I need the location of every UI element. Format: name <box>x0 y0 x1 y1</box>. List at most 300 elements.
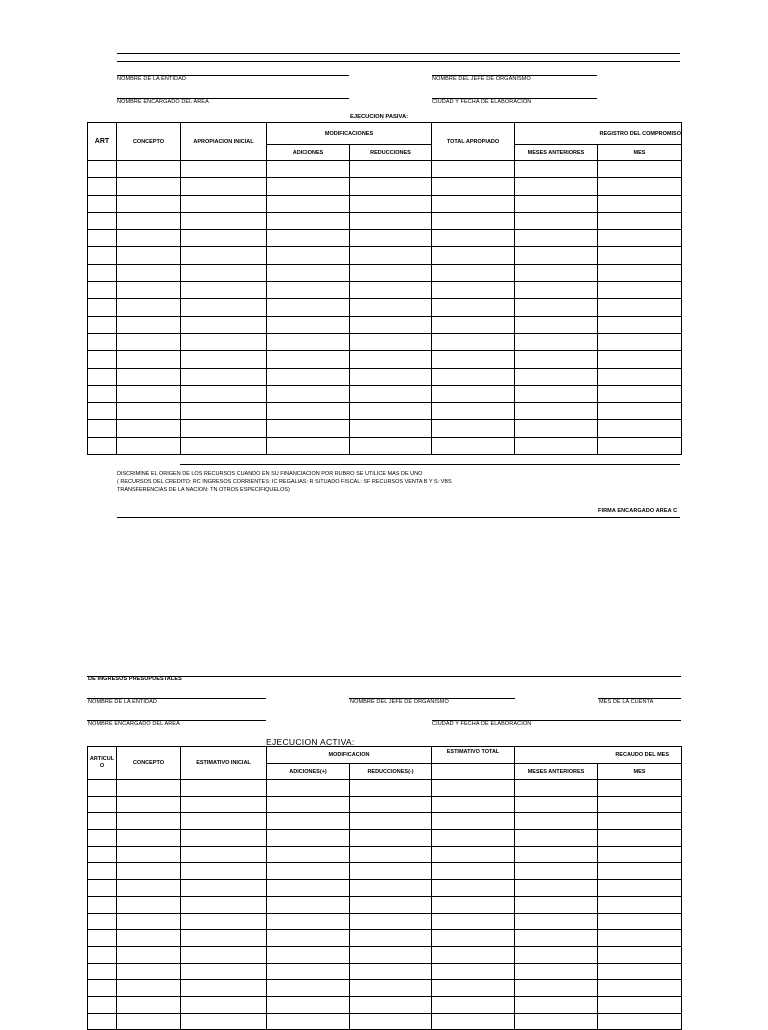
table-cell <box>88 333 117 350</box>
header-concepto-2: CONCEPTO <box>117 747 181 780</box>
table-cell <box>350 333 432 350</box>
table-cell <box>432 368 515 385</box>
table-cell <box>88 230 117 247</box>
table-cell <box>350 863 432 880</box>
table-cell <box>117 863 181 880</box>
header-modificacion: MODIFICACION <box>267 747 432 764</box>
table-cell <box>181 780 267 797</box>
table-cell <box>181 913 267 930</box>
table-cell <box>515 195 598 212</box>
table-cell <box>88 896 117 913</box>
table-cell <box>432 830 515 847</box>
table-cell <box>117 813 181 830</box>
table-cell <box>117 437 181 454</box>
table-cell <box>267 161 350 178</box>
table-cell <box>267 299 350 316</box>
table-cell <box>117 212 181 229</box>
table-cell <box>181 896 267 913</box>
table-cell <box>350 896 432 913</box>
table-cell <box>88 880 117 897</box>
table-cell <box>432 195 515 212</box>
table-cell <box>117 980 181 997</box>
table-cell <box>117 195 181 212</box>
table-cell <box>267 247 350 264</box>
table-cell <box>181 420 267 437</box>
table-cell <box>181 996 267 1013</box>
table-cell <box>350 1013 432 1030</box>
table-row <box>88 403 682 420</box>
table-row <box>88 247 682 264</box>
header-articulo: ARTICUL O <box>88 747 117 780</box>
table-cell <box>88 282 117 299</box>
activa-table <box>87 746 682 1030</box>
table-cell <box>267 863 350 880</box>
header-reducciones-2: REDUCCIONES(-) <box>350 764 432 780</box>
table-row <box>88 437 682 454</box>
table-cell <box>515 368 598 385</box>
table-cell <box>117 796 181 813</box>
table-cell <box>515 403 598 420</box>
table-cell <box>88 813 117 830</box>
table-cell <box>598 161 682 178</box>
table-row <box>88 161 682 178</box>
header-registro: REGISTRO DEL COMPROMISO <box>515 123 682 145</box>
table-cell <box>515 282 598 299</box>
table-cell <box>267 996 350 1013</box>
table-cell <box>598 333 682 350</box>
table-cell <box>117 230 181 247</box>
table-row <box>88 316 682 333</box>
table-cell <box>181 247 267 264</box>
table-row <box>88 195 682 212</box>
table-row <box>88 796 682 813</box>
table-cell <box>598 299 682 316</box>
table-cell <box>432 385 515 402</box>
table-cell <box>88 385 117 402</box>
table-cell <box>117 385 181 402</box>
table-cell <box>350 247 432 264</box>
table-cell <box>267 282 350 299</box>
table-cell <box>181 980 267 997</box>
table-cell <box>598 930 682 947</box>
table-cell <box>88 195 117 212</box>
table-cell <box>350 264 432 281</box>
table-cell <box>88 403 117 420</box>
table-cell <box>117 299 181 316</box>
table-row <box>88 880 682 897</box>
table-cell <box>515 813 598 830</box>
table-cell <box>350 437 432 454</box>
table-cell <box>181 316 267 333</box>
table-cell <box>88 316 117 333</box>
table-cell <box>515 1013 598 1030</box>
table-cell <box>598 946 682 963</box>
table-cell <box>88 368 117 385</box>
table-cell <box>350 780 432 797</box>
table-row <box>88 282 682 299</box>
table-cell <box>350 996 432 1013</box>
table-cell <box>598 212 682 229</box>
table-cell <box>515 830 598 847</box>
table-cell <box>88 437 117 454</box>
table-cell <box>181 830 267 847</box>
table-cell <box>88 980 117 997</box>
table-cell <box>515 846 598 863</box>
table-cell <box>181 282 267 299</box>
table-cell <box>598 247 682 264</box>
table-row <box>88 996 682 1013</box>
table-cell <box>88 830 117 847</box>
table-cell <box>432 946 515 963</box>
table-cell <box>181 946 267 963</box>
table-cell <box>432 996 515 1013</box>
table-cell <box>432 333 515 350</box>
table-cell <box>432 403 515 420</box>
table-cell <box>432 316 515 333</box>
table-cell <box>88 963 117 980</box>
table-cell <box>350 299 432 316</box>
table-cell <box>350 368 432 385</box>
header-mes: MES <box>598 145 682 161</box>
table-cell <box>515 437 598 454</box>
table-cell <box>432 299 515 316</box>
table-cell <box>267 963 350 980</box>
table-cell <box>515 230 598 247</box>
table-cell <box>267 830 350 847</box>
table-cell <box>515 333 598 350</box>
table-cell <box>350 980 432 997</box>
table-cell <box>515 247 598 264</box>
table-cell <box>181 930 267 947</box>
table-cell <box>515 946 598 963</box>
table-cell <box>117 351 181 368</box>
table-cell <box>350 946 432 963</box>
table-cell <box>117 880 181 897</box>
table-row <box>88 230 682 247</box>
table-cell <box>598 980 682 997</box>
table-cell <box>432 846 515 863</box>
table-cell <box>88 247 117 264</box>
table-cell <box>181 880 267 897</box>
table-cell <box>515 980 598 997</box>
table-cell <box>181 863 267 880</box>
header-reducciones: REDUCCIONES <box>350 145 432 161</box>
table-cell <box>515 212 598 229</box>
table-cell <box>350 195 432 212</box>
mes-cuenta-label: MES DE LA CUENTA <box>599 699 654 705</box>
table-cell <box>598 195 682 212</box>
table-cell <box>181 212 267 229</box>
table-cell <box>432 161 515 178</box>
table-cell <box>267 880 350 897</box>
header-art: ART <box>88 123 117 161</box>
table-cell <box>117 846 181 863</box>
table-cell <box>598 863 682 880</box>
table-cell <box>181 299 267 316</box>
table-cell <box>598 796 682 813</box>
table-cell <box>267 846 350 863</box>
jefe-label-2: NOMBRE DEL JEFE DE ORGANISMO <box>350 699 449 705</box>
table-cell <box>350 178 432 195</box>
table-cell <box>267 780 350 797</box>
table-cell <box>515 385 598 402</box>
table-cell <box>267 946 350 963</box>
header-modificaciones: MODIFICACIONES <box>267 123 432 145</box>
table-cell <box>598 230 682 247</box>
header-adiciones: ADICIONES <box>267 145 350 161</box>
table-cell <box>181 230 267 247</box>
table-cell <box>350 420 432 437</box>
table-cell <box>181 333 267 350</box>
table-row <box>88 299 682 316</box>
header-recaudo: RECAUDO DEL MES <box>515 747 682 764</box>
table-cell <box>432 863 515 880</box>
table-cell <box>432 980 515 997</box>
table-cell <box>117 1013 181 1030</box>
table-row <box>88 896 682 913</box>
table-cell <box>117 930 181 947</box>
table-cell <box>88 212 117 229</box>
table-row <box>88 385 682 402</box>
table-cell <box>598 403 682 420</box>
table-cell <box>598 896 682 913</box>
table-cell <box>515 161 598 178</box>
table-cell <box>598 316 682 333</box>
table-cell <box>88 913 117 930</box>
table-cell <box>515 930 598 947</box>
table-cell <box>267 230 350 247</box>
table-cell <box>88 420 117 437</box>
ingresos-heading: DE INGRESOS PRESUPUESTALES <box>88 676 182 682</box>
table-cell <box>267 178 350 195</box>
table-cell <box>181 437 267 454</box>
header-meses-anteriores: MESES ANTERIORES <box>515 145 598 161</box>
table-row <box>88 913 682 930</box>
section-title: EJECUCION PASIVA: <box>350 114 409 120</box>
table-cell <box>267 437 350 454</box>
table-cell <box>432 264 515 281</box>
table-cell <box>267 813 350 830</box>
table-cell <box>88 264 117 281</box>
table-cell <box>88 299 117 316</box>
table-row <box>88 813 682 830</box>
table-row <box>88 930 682 947</box>
table-cell <box>515 351 598 368</box>
table-cell <box>598 437 682 454</box>
table-row <box>88 780 682 797</box>
table-cell <box>432 780 515 797</box>
table-cell <box>181 161 267 178</box>
table-cell <box>181 813 267 830</box>
table-cell <box>88 930 117 947</box>
table-cell <box>267 264 350 281</box>
table-cell <box>432 930 515 947</box>
table-cell <box>267 333 350 350</box>
table-cell <box>88 863 117 880</box>
table-cell <box>598 264 682 281</box>
table-cell <box>267 351 350 368</box>
header-estimativo-inicial: ESTIMATIVO INICIAL <box>181 747 267 780</box>
table-cell <box>88 796 117 813</box>
header-estimativo-total: ESTIMATIVO TOTAL <box>432 747 515 764</box>
table-cell <box>432 420 515 437</box>
table-cell <box>432 796 515 813</box>
table-row <box>88 1013 682 1030</box>
table-cell <box>267 368 350 385</box>
encargado-label: NOMBRE ENCARGADO DEL AREA <box>117 99 209 105</box>
header-total: TOTAL APROPIADO <box>432 123 515 161</box>
table-cell <box>117 420 181 437</box>
table-cell <box>267 796 350 813</box>
note-line-1: DISCRIMINE EL ORIGEN DE LOS RECURSOS CUANDO EN SU FINANCIACION POR RUBRO SE UTILICE MAS DE UNO <box>117 471 423 477</box>
table-cell <box>181 264 267 281</box>
table-cell <box>350 846 432 863</box>
header-meses-anteriores-2: MESES ANTERIORES <box>515 764 598 780</box>
header-adiciones-2: ADICIONES(+) <box>267 764 350 780</box>
section-title-2: EJECUCION ACTIVA: <box>266 737 355 747</box>
table-cell <box>515 264 598 281</box>
table-cell <box>181 1013 267 1030</box>
table-row <box>88 846 682 863</box>
table-cell <box>350 230 432 247</box>
table-cell <box>88 178 117 195</box>
table-cell <box>432 212 515 229</box>
table-row <box>88 178 682 195</box>
table-cell <box>88 161 117 178</box>
table-cell <box>88 780 117 797</box>
table-row <box>88 333 682 350</box>
table-cell <box>515 780 598 797</box>
table-cell <box>117 913 181 930</box>
table-cell <box>117 178 181 195</box>
table-cell <box>350 796 432 813</box>
table-cell <box>515 896 598 913</box>
table-cell <box>432 913 515 930</box>
table-cell <box>350 930 432 947</box>
table-cell <box>267 930 350 947</box>
table-cell <box>117 996 181 1013</box>
ciudad-fecha-label: CIUDAD Y FECHA DE ELABORACION <box>432 99 532 105</box>
table-cell <box>432 247 515 264</box>
table-cell <box>181 385 267 402</box>
table-cell <box>598 385 682 402</box>
note-line-2: ( RECURSOS DEL CREDITO: RC INGRESOS CORRIENTES: IC REGALIAS: R SITUADO FISCAL: SF RECURSOS VENTA B Y S: VBS <box>117 479 452 485</box>
table-cell <box>432 351 515 368</box>
table-cell <box>117 368 181 385</box>
table-cell <box>88 351 117 368</box>
table-cell <box>515 420 598 437</box>
table-cell <box>181 368 267 385</box>
entidad-label: NOMBRE DE LA ENTIDAD <box>117 76 186 82</box>
table-cell <box>350 212 432 229</box>
table-cell <box>350 830 432 847</box>
table-cell <box>117 403 181 420</box>
header-mes-2: MES <box>598 764 682 780</box>
table-cell <box>598 830 682 847</box>
table-row <box>88 980 682 997</box>
table-row <box>88 963 682 980</box>
top-rule-2 <box>117 61 680 62</box>
table-cell <box>350 403 432 420</box>
table-row <box>88 212 682 229</box>
table-cell <box>432 282 515 299</box>
note-line-3: TRANSFERENCIAS DE LA NACION: TN OTROS ESPECIFIQUELOS) <box>117 487 290 493</box>
table-cell <box>181 178 267 195</box>
table-cell <box>88 1013 117 1030</box>
table-cell <box>598 351 682 368</box>
table-cell <box>432 880 515 897</box>
header-concepto: CONCEPTO <box>117 123 181 161</box>
table-cell <box>117 333 181 350</box>
table-cell <box>515 316 598 333</box>
table-cell <box>181 195 267 212</box>
table-cell <box>181 403 267 420</box>
table-cell <box>432 1013 515 1030</box>
table-cell <box>350 282 432 299</box>
table-cell <box>598 963 682 980</box>
firma-rule <box>117 517 680 518</box>
table-cell <box>117 264 181 281</box>
pasiva-table <box>87 122 682 455</box>
table-cell <box>117 963 181 980</box>
table-cell <box>515 796 598 813</box>
table-cell <box>88 846 117 863</box>
table-cell <box>598 420 682 437</box>
table-cell <box>432 813 515 830</box>
table-cell <box>117 896 181 913</box>
table-cell <box>267 212 350 229</box>
table-cell <box>181 351 267 368</box>
table-cell <box>515 963 598 980</box>
table-cell <box>267 316 350 333</box>
table-cell <box>117 247 181 264</box>
header-estimativo-total-blank <box>432 764 515 780</box>
table-cell <box>432 230 515 247</box>
table-row <box>88 863 682 880</box>
table-cell <box>350 813 432 830</box>
table-cell <box>117 282 181 299</box>
notes-rule <box>180 464 680 465</box>
table-cell <box>267 913 350 930</box>
table-cell <box>515 880 598 897</box>
entidad-label-2: NOMBRE DE LA ENTIDAD <box>88 699 157 705</box>
table-row <box>88 351 682 368</box>
table-cell <box>515 299 598 316</box>
table-cell <box>181 846 267 863</box>
jefe-label: NOMBRE DEL JEFE DE ORGANISMO <box>432 76 531 82</box>
table-cell <box>432 896 515 913</box>
encargado-label-2: NOMBRE ENCARGADO DEL AREA <box>88 721 180 727</box>
table-row <box>88 420 682 437</box>
table-cell <box>117 161 181 178</box>
table-cell <box>598 846 682 863</box>
table-cell <box>181 963 267 980</box>
table-cell <box>515 913 598 930</box>
table-cell <box>350 161 432 178</box>
table-cell <box>515 863 598 880</box>
header-apropiacion: APROPIACION INICIAL <box>181 123 267 161</box>
table-cell <box>350 963 432 980</box>
table-cell <box>598 368 682 385</box>
table-cell <box>267 1013 350 1030</box>
table-cell <box>598 813 682 830</box>
table-cell <box>267 195 350 212</box>
table-cell <box>117 316 181 333</box>
table-cell <box>598 282 682 299</box>
table-cell <box>598 913 682 930</box>
table-cell <box>350 913 432 930</box>
table-cell <box>88 996 117 1013</box>
